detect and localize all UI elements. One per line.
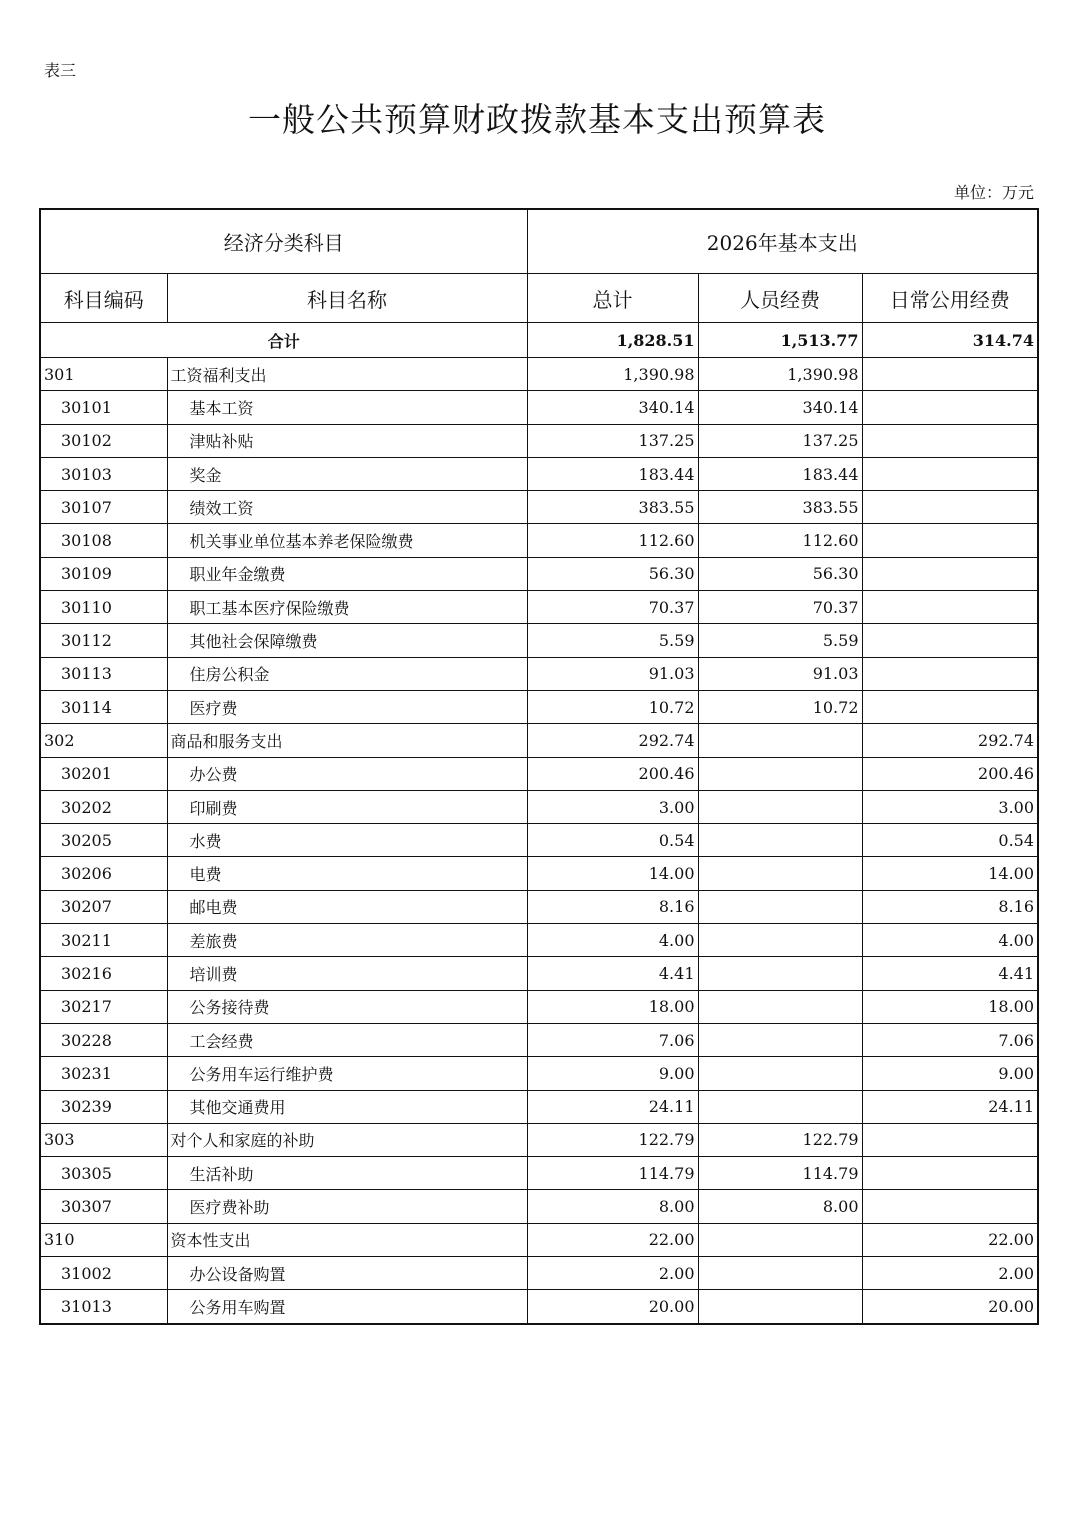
row-code: 30207 (40, 890, 167, 923)
row-total: 183.44 (527, 457, 698, 490)
total-label: 合计 (40, 323, 527, 358)
row-personnel (698, 1223, 862, 1256)
row-total: 8.00 (527, 1190, 698, 1223)
table-row (40, 1190, 1038, 1223)
table-row (40, 1090, 1038, 1123)
row-total: 9.00 (527, 1057, 698, 1090)
row-public (862, 424, 1038, 457)
row-personnel (698, 1257, 862, 1290)
row-total: 122.79 (527, 1123, 698, 1156)
row-code: 30202 (40, 790, 167, 823)
header-personnel: 人员经费 (698, 274, 862, 323)
row-name: 公务用车运行维护费 (167, 1057, 527, 1090)
row-public: 200.46 (862, 757, 1038, 790)
row-personnel (698, 1023, 862, 1056)
row-personnel: 112.60 (698, 524, 862, 557)
row-public: 292.74 (862, 724, 1038, 757)
row-code: 30109 (40, 557, 167, 590)
row-name: 医疗费补助 (167, 1190, 527, 1223)
table-row (40, 790, 1038, 823)
row-public (862, 657, 1038, 690)
row-public: 2.00 (862, 1257, 1038, 1290)
table-row (40, 1023, 1038, 1056)
table-row (40, 358, 1038, 391)
row-name: 办公费 (167, 757, 527, 790)
row-public: 4.41 (862, 957, 1038, 990)
row-public: 3.00 (862, 790, 1038, 823)
unit-label: 单位：万元 (953, 183, 1034, 202)
table-row (40, 724, 1038, 757)
row-total: 10.72 (527, 690, 698, 723)
table-row (40, 491, 1038, 524)
row-name: 培训费 (167, 957, 527, 990)
row-public (862, 391, 1038, 424)
row-personnel (698, 957, 862, 990)
table-row (40, 657, 1038, 690)
row-code: 30211 (40, 924, 167, 957)
row-name: 邮电费 (167, 890, 527, 923)
row-personnel: 1,390.98 (698, 358, 862, 391)
row-code: 302 (40, 724, 167, 757)
table-row (40, 924, 1038, 957)
row-total: 340.14 (527, 391, 698, 424)
row-name: 办公设备购置 (167, 1257, 527, 1290)
table-row (40, 1057, 1038, 1090)
row-public (862, 491, 1038, 524)
row-public: 7.06 (862, 1023, 1038, 1056)
row-code: 30217 (40, 990, 167, 1023)
row-personnel (698, 890, 862, 923)
row-total: 137.25 (527, 424, 698, 457)
table-row (40, 391, 1038, 424)
row-code: 30239 (40, 1090, 167, 1123)
row-code: 30110 (40, 591, 167, 624)
row-personnel: 8.00 (698, 1190, 862, 1223)
table-row (40, 890, 1038, 923)
row-code: 310 (40, 1223, 167, 1256)
row-personnel: 10.72 (698, 690, 862, 723)
header-code: 科目编码 (40, 274, 167, 323)
row-code: 30205 (40, 824, 167, 857)
table-row (40, 524, 1038, 557)
row-name: 住房公积金 (167, 657, 527, 690)
row-public (862, 1190, 1038, 1223)
row-public (862, 358, 1038, 391)
table-row (40, 857, 1038, 890)
table-row (40, 1290, 1038, 1324)
row-total: 112.60 (527, 524, 698, 557)
row-total: 114.79 (527, 1157, 698, 1190)
table-row (40, 1157, 1038, 1190)
header-total: 总计 (527, 274, 698, 323)
row-name: 奖金 (167, 457, 527, 490)
table-row (40, 824, 1038, 857)
row-total: 4.41 (527, 957, 698, 990)
row-total: 4.00 (527, 924, 698, 957)
row-name: 医疗费 (167, 690, 527, 723)
row-code: 30206 (40, 857, 167, 890)
row-public: 20.00 (862, 1290, 1038, 1324)
row-public (862, 1157, 1038, 1190)
row-public: 24.11 (862, 1090, 1038, 1123)
row-code: 31013 (40, 1290, 167, 1324)
table-row (40, 1123, 1038, 1156)
row-total: 91.03 (527, 657, 698, 690)
row-code: 30305 (40, 1157, 167, 1190)
row-personnel: 56.30 (698, 557, 862, 590)
row-code: 30101 (40, 391, 167, 424)
row-public: 4.00 (862, 924, 1038, 957)
header-name: 科目名称 (167, 274, 527, 323)
row-total: 7.06 (527, 1023, 698, 1056)
row-name: 公务接待费 (167, 990, 527, 1023)
row-total: 70.37 (527, 591, 698, 624)
row-name: 生活补助 (167, 1157, 527, 1190)
row-total: 292.74 (527, 724, 698, 757)
row-personnel (698, 1290, 862, 1324)
row-name: 绩效工资 (167, 491, 527, 524)
row-public (862, 690, 1038, 723)
table-row (40, 957, 1038, 990)
row-public: 18.00 (862, 990, 1038, 1023)
row-name: 其他社会保障缴费 (167, 624, 527, 657)
table-row (40, 1257, 1038, 1290)
table-row (40, 990, 1038, 1023)
row-personnel: 114.79 (698, 1157, 862, 1190)
table-row (40, 624, 1038, 657)
row-public: 14.00 (862, 857, 1038, 890)
row-public (862, 557, 1038, 590)
row-public: 8.16 (862, 890, 1038, 923)
row-personnel (698, 824, 862, 857)
row-name: 机关事业单位基本养老保险缴费 (167, 524, 527, 557)
row-code: 31002 (40, 1257, 167, 1290)
page-title: 一般公共预算财政拨款基本支出预算表 (248, 100, 826, 139)
row-name: 对个人和家庭的补助 (167, 1123, 527, 1156)
row-personnel (698, 757, 862, 790)
row-name: 职业年金缴费 (167, 557, 527, 590)
row-name: 水费 (167, 824, 527, 857)
row-total: 14.00 (527, 857, 698, 890)
table-row (40, 457, 1038, 490)
table-row (40, 424, 1038, 457)
budget-table (39, 208, 1039, 1325)
row-total: 383.55 (527, 491, 698, 524)
total-row (40, 323, 1038, 358)
row-personnel: 122.79 (698, 1123, 862, 1156)
row-code: 30107 (40, 491, 167, 524)
row-personnel: 137.25 (698, 424, 862, 457)
table-row (40, 557, 1038, 590)
row-total: 5.59 (527, 624, 698, 657)
header-row-top (40, 209, 1038, 274)
row-personnel: 340.14 (698, 391, 862, 424)
row-personnel (698, 1090, 862, 1123)
header-row-columns (40, 274, 1038, 323)
row-public (862, 591, 1038, 624)
row-name: 工会经费 (167, 1023, 527, 1056)
row-personnel (698, 990, 862, 1023)
row-name: 资本性支出 (167, 1223, 527, 1256)
row-name: 电费 (167, 857, 527, 890)
row-personnel (698, 1057, 862, 1090)
row-total: 3.00 (527, 790, 698, 823)
row-name: 差旅费 (167, 924, 527, 957)
row-total: 18.00 (527, 990, 698, 1023)
row-name: 津贴补贴 (167, 424, 527, 457)
total-public: 314.74 (862, 323, 1038, 358)
row-name: 印刷费 (167, 790, 527, 823)
row-code: 30231 (40, 1057, 167, 1090)
row-public (862, 624, 1038, 657)
row-personnel: 91.03 (698, 657, 862, 690)
row-public (862, 457, 1038, 490)
row-name: 商品和服务支出 (167, 724, 527, 757)
row-total: 2.00 (527, 1257, 698, 1290)
row-public: 0.54 (862, 824, 1038, 857)
row-personnel (698, 924, 862, 957)
header-year-basic-expenditure: 2026年基本支出 (527, 209, 1038, 274)
table-number-label: 表三 (44, 61, 77, 80)
row-personnel (698, 857, 862, 890)
row-name: 职工基本医疗保险缴费 (167, 591, 527, 624)
row-total: 1,390.98 (527, 358, 698, 391)
row-public (862, 1123, 1038, 1156)
row-public: 22.00 (862, 1223, 1038, 1256)
total-sum: 1,828.51 (527, 323, 698, 358)
row-code: 30113 (40, 657, 167, 690)
row-name: 公务用车购置 (167, 1290, 527, 1324)
table-row (40, 1223, 1038, 1256)
row-code: 303 (40, 1123, 167, 1156)
row-total: 56.30 (527, 557, 698, 590)
table-row (40, 690, 1038, 723)
row-personnel: 183.44 (698, 457, 862, 490)
row-public: 9.00 (862, 1057, 1038, 1090)
row-code: 30112 (40, 624, 167, 657)
table-row (40, 591, 1038, 624)
row-code: 30228 (40, 1023, 167, 1056)
row-code: 30307 (40, 1190, 167, 1223)
row-code: 301 (40, 358, 167, 391)
row-name: 其他交通费用 (167, 1090, 527, 1123)
row-total: 200.46 (527, 757, 698, 790)
row-personnel: 383.55 (698, 491, 862, 524)
header-econ-class: 经济分类科目 (40, 209, 527, 274)
row-total: 22.00 (527, 1223, 698, 1256)
row-code: 30103 (40, 457, 167, 490)
table-row (40, 757, 1038, 790)
row-personnel: 70.37 (698, 591, 862, 624)
row-total: 0.54 (527, 824, 698, 857)
row-name: 工资福利支出 (167, 358, 527, 391)
total-personnel: 1,513.77 (698, 323, 862, 358)
row-public (862, 524, 1038, 557)
header-public: 日常公用经费 (862, 274, 1038, 323)
row-personnel: 5.59 (698, 624, 862, 657)
row-total: 20.00 (527, 1290, 698, 1324)
row-personnel (698, 790, 862, 823)
row-code: 30114 (40, 690, 167, 723)
row-code: 30216 (40, 957, 167, 990)
row-name: 基本工资 (167, 391, 527, 424)
row-code: 30102 (40, 424, 167, 457)
row-total: 8.16 (527, 890, 698, 923)
row-personnel (698, 724, 862, 757)
row-total: 24.11 (527, 1090, 698, 1123)
row-code: 30108 (40, 524, 167, 557)
row-code: 30201 (40, 757, 167, 790)
